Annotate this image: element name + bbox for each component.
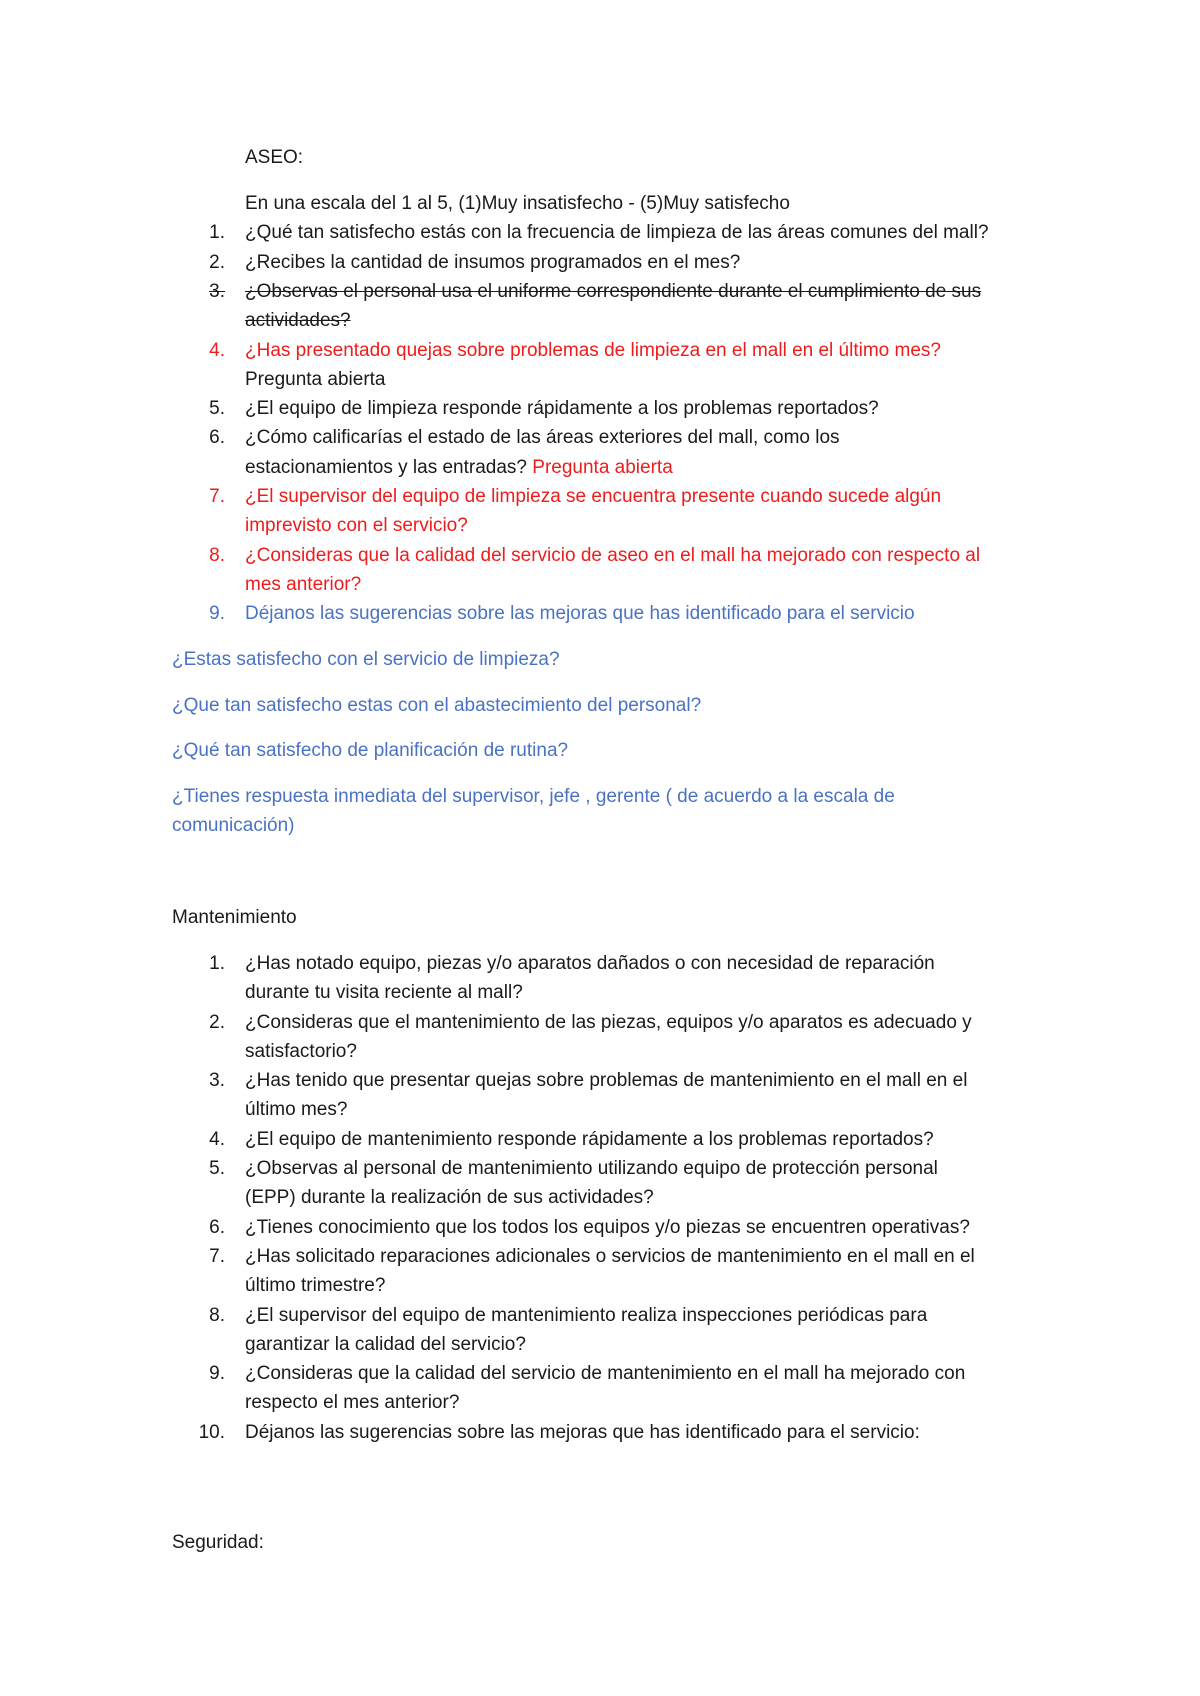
aseo-q2-number: 2. xyxy=(209,252,225,273)
aseo-q9-number: 9. xyxy=(209,603,225,624)
mant-q6-number: 6. xyxy=(209,1217,225,1238)
mant-q8-number: 8. xyxy=(209,1305,225,1326)
aseo-q9-text: Déjanos las sugerencias sobre las mejoras que has identificado para el servicio xyxy=(245,603,915,624)
mant-q2-number: 2. xyxy=(209,1012,225,1033)
mant-q7-line1: ¿Has solicitado reparaciones adicionales o servicios de mantenimiento en el mall en el xyxy=(245,1246,975,1267)
aseo-q4-note: Pregunta abierta xyxy=(245,369,386,390)
aseo-heading: ASEO: xyxy=(245,147,304,168)
mant-q3-number: 3. xyxy=(209,1070,225,1091)
mantenimiento-heading: Mantenimiento xyxy=(172,907,297,928)
mant-q3-line2: último mes? xyxy=(245,1099,348,1120)
aseo-extra-question-4-line1: ¿Tienes respuesta inmediata del supervisor, jefe , gerente ( de acuerdo a la escala de xyxy=(172,786,895,807)
mant-q4-text: ¿El equipo de mantenimiento responde rápidamente a los problemas reportados? xyxy=(245,1129,934,1150)
aseo-q1-text: ¿Qué tan satisfecho estás con la frecuencia de limpieza de las áreas comunes del mall? xyxy=(245,222,989,243)
aseo-extra-question-2: ¿Que tan satisfecho estas con el abastecimiento del personal? xyxy=(172,695,702,716)
aseo-q6-line2-text: estacionamientos y las entradas? xyxy=(245,457,527,478)
mant-q8-line1: ¿El supervisor del equipo de mantenimiento realiza inspecciones periódicas para xyxy=(245,1305,928,1326)
mant-q10-number: 10. xyxy=(198,1422,225,1443)
mant-q5-number: 5. xyxy=(209,1158,225,1179)
mant-q2-line1: ¿Consideras que el mantenimiento de las piezas, equipos y/o aparatos es adecuado y xyxy=(245,1012,972,1033)
mant-q7-number: 7. xyxy=(209,1246,225,1267)
mant-q10-text: Déjanos las sugerencias sobre las mejoras que has identificado para el servicio: xyxy=(245,1422,920,1443)
aseo-q5-text: ¿El equipo de limpieza responde rápidamente a los problemas reportados? xyxy=(245,398,879,419)
aseo-extra-question-3: ¿Qué tan satisfecho de planificación de rutina? xyxy=(172,740,569,761)
aseo-q7-line1: ¿El supervisor del equipo de limpieza se encuentra presente cuando sucede algún xyxy=(245,486,942,507)
aseo-q8-line2: mes anterior? xyxy=(245,574,362,595)
mant-q1-line1: ¿Has notado equipo, piezas y/o aparatos dañados o con necesidad de reparación xyxy=(245,953,935,974)
seguridad-heading: Seguridad: xyxy=(172,1532,264,1553)
aseo-q6-line1: ¿Cómo calificarías el estado de las áreas exteriores del mall, como los xyxy=(245,427,840,448)
mant-q3-line1: ¿Has tenido que presentar quejas sobre problemas de mantenimiento en el mall en el xyxy=(245,1070,968,1091)
mant-q2-line2: satisfactorio? xyxy=(245,1041,357,1062)
aseo-q5-number: 5. xyxy=(209,398,225,419)
aseo-q7-line2: imprevisto con el servicio? xyxy=(245,515,468,536)
aseo-q8-number: 8. xyxy=(209,545,225,566)
mant-q9-line1: ¿Consideras que la calidad del servicio de mantenimiento en el mall ha mejorado con xyxy=(245,1363,966,1384)
aseo-q6-number: 6. xyxy=(209,427,225,448)
mant-q7-line2: último trimestre? xyxy=(245,1275,386,1296)
mant-q1-number: 1. xyxy=(209,953,225,974)
mant-q9-line2: respecto el mes anterior? xyxy=(245,1392,460,1413)
aseo-q1-number: 1. xyxy=(209,222,225,243)
aseo-q7-number: 7. xyxy=(209,486,225,507)
mant-q9-number: 9. xyxy=(209,1363,225,1384)
mant-q1-line2: durante tu visita reciente al mall? xyxy=(245,982,523,1003)
mant-q5-line2: (EPP) durante la realización de sus actividades? xyxy=(245,1187,654,1208)
aseo-q2-text: ¿Recibes la cantidad de insumos programados en el mes? xyxy=(245,252,741,273)
aseo-scale-note: En una escala del 1 al 5, (1)Muy insatisfecho - (5)Muy satisfecho xyxy=(245,193,790,214)
mant-q4-number: 4. xyxy=(209,1129,225,1150)
aseo-q3-line2: actividades? xyxy=(245,310,351,331)
mant-q5-line1: ¿Observas al personal de mantenimiento utilizando equipo de protección personal xyxy=(245,1158,938,1179)
aseo-q4-text: ¿Has presentado quejas sobre problemas de limpieza en el mall en el último mes? xyxy=(245,340,941,361)
mant-q6-text: ¿Tienes conocimiento que los todos los equipos y/o piezas se encuentren operativas? xyxy=(245,1217,970,1238)
aseo-extra-question-4-line2: comunicación) xyxy=(172,815,295,836)
mant-q8-line2: garantizar la calidad del servicio? xyxy=(245,1334,526,1355)
aseo-q6-note: Pregunta abierta xyxy=(532,457,673,478)
aseo-q3-number: 3. xyxy=(209,281,225,302)
aseo-q4-number: 4. xyxy=(209,340,225,361)
aseo-extra-question-1: ¿Estas satisfecho con el servicio de limpieza? xyxy=(172,649,560,670)
aseo-q6-line2 xyxy=(245,454,673,482)
aseo-q3-line1: ¿Observas el personal usa el uniforme correspondiente durante el cumplimiento de sus xyxy=(245,281,982,302)
aseo-q8-line1: ¿Consideras que la calidad del servicio de aseo en el mall ha mejorado con respecto al xyxy=(245,545,981,566)
